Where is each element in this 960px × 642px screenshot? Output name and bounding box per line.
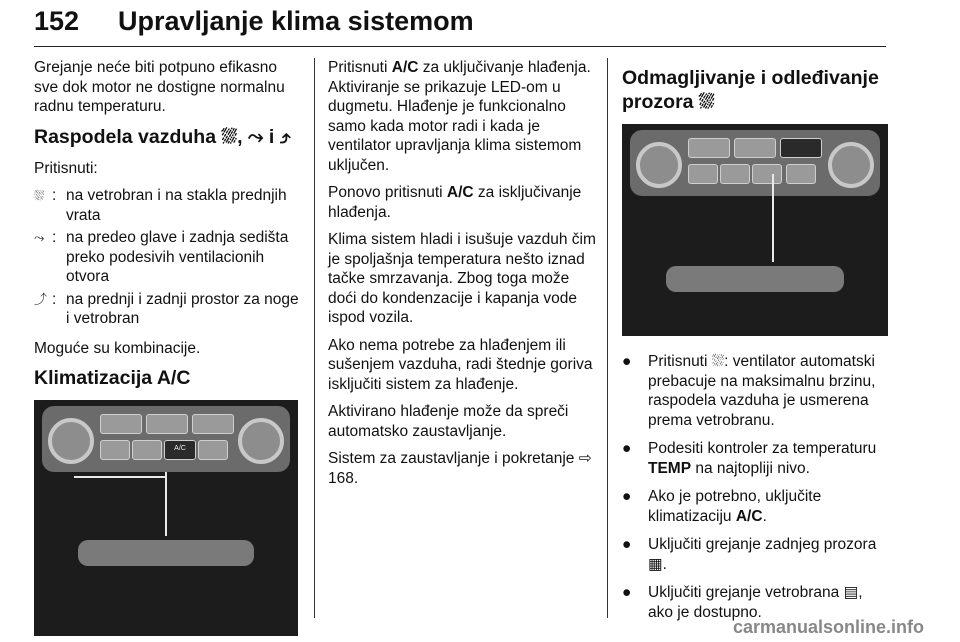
- bullet-dot: ●: [622, 488, 632, 505]
- definition-item: [34, 228, 300, 287]
- panel-button: [192, 414, 234, 434]
- panel-button: [734, 138, 776, 158]
- bullet-dot: ●: [622, 440, 632, 457]
- control-panel: [630, 130, 880, 196]
- head-area-icon: ⤳: [34, 230, 45, 245]
- ac-button: A/C: [164, 440, 196, 460]
- panel-button: [720, 164, 750, 184]
- cooling-paragraph: Klima sistem hladi i isušuje vazduh čim je spoljašnja temperatura nešto iznad tačke smrzavanja. Zbog toga može doći do kondenzacije i kapanja vode ispod vozila.: [328, 231, 596, 326]
- callout-line: [772, 174, 774, 262]
- watermark: carmanualsonline.info: [732, 617, 924, 637]
- definition-item: [34, 186, 300, 225]
- right-knob: [828, 142, 874, 188]
- bullet-dot: ●: [622, 353, 632, 370]
- section-heading-ac: Klimatizacija A/C: [34, 367, 191, 389]
- definition-text: na prednji i zadnji prostor za noge i vetrobran: [66, 290, 299, 327]
- ac-paragraph: Pritisnuti A/C za uključivanje hlađenja. Aktiviranje se prikazuje LED-om u dugmetu. Hlađenje je funkcionalno samo kada motor radi i kada je ventilator upravljanja klima sistemom uključen.: [328, 59, 591, 174]
- callout-line: [165, 472, 167, 536]
- panel-button: [198, 440, 228, 460]
- colon: :: [52, 187, 57, 204]
- definition-text: na vetrobran i na stakla prednjih vrata: [66, 187, 287, 224]
- left-knob: [636, 142, 682, 188]
- panel-button: [688, 164, 718, 184]
- panel-button: [752, 164, 782, 184]
- climate-panel-photo-defrost: [622, 124, 888, 336]
- fuel-saving-paragraph: Ako nema potrebe za hlađenjem ili sušenjem vazduha, radi štednje goriva isključiti sistem za hlađenje.: [328, 336, 593, 393]
- windscreen-icon: ⛆: [34, 188, 45, 203]
- bullet-item: ● Ako je potrebno, uključite klimatizaciju A/C.: [622, 488, 822, 525]
- control-panel: [42, 406, 290, 472]
- panel-button: [146, 414, 188, 434]
- lower-control-strip: [666, 266, 844, 292]
- section-heading-air-distribution: Raspodela vazduha ⛆, ⤳ i ⤴: [34, 125, 291, 148]
- definition-text: na predeo glave i zadnja sedišta preko podesivih ventilacionih otvora: [66, 229, 289, 285]
- column-right: [622, 58, 890, 631]
- defrost-button: [780, 138, 822, 158]
- column-middle: [328, 58, 598, 496]
- autostop-paragraph: Aktivirano hlađenje može da spreči automatsko zaustavljanje.: [328, 403, 569, 440]
- lower-control-strip: [78, 540, 254, 566]
- climate-panel-photo-ac: [34, 400, 298, 636]
- combinations-note: Moguće su kombinacije.: [34, 339, 201, 357]
- bullet-dot: ●: [622, 536, 632, 553]
- panel-button: [132, 440, 162, 460]
- press-label: Pritisnuti:: [34, 159, 98, 177]
- bullet-item: ● Uključiti grejanje zadnjeg prozora ▦.: [622, 536, 877, 573]
- ac-off-paragraph: Ponovo pritisnuti A/C za isključivanje hlađenja.: [328, 184, 582, 221]
- panel-button: [100, 414, 142, 434]
- footwell-icon: ⤴: [34, 291, 48, 307]
- bullet-item: ● Podesiti kontroler za temperaturu TEMP na najtopliji nivo.: [622, 440, 877, 477]
- intro-paragraph: Grejanje neće biti potpuno efikasno sve dok motor ne dostigne normalnu radnu temperaturu.: [34, 59, 285, 115]
- page-header: [34, 2, 886, 47]
- column-divider: [314, 58, 315, 618]
- page-title: Upravljanje klima sistemom: [118, 6, 474, 36]
- definition-item: [34, 290, 300, 329]
- page-number: 152: [34, 6, 80, 36]
- left-knob: [48, 418, 94, 464]
- bullet-item: ● Pritisnuti ⛆: ventilator automatski prebacuje na maksimalnu brzinu, raspodela vazduha je usmerena prema vetrobranu.: [622, 353, 876, 429]
- callout-line: [74, 476, 166, 478]
- stop-start-reference: Sistem za zaustavljanje i pokretanje ⇨ 168.: [328, 450, 592, 487]
- section-heading-demist: Odmagljivanje i odleđivanje prozora ⛆: [622, 67, 879, 113]
- bullet-dot: ●: [622, 584, 632, 601]
- colon: :: [52, 290, 57, 308]
- bullet-item: ● Uključiti grejanje vetrobrana ▤, ako je dostupno.: [622, 584, 863, 621]
- column-divider: [607, 58, 608, 618]
- right-knob: [238, 418, 284, 464]
- colon: :: [52, 229, 57, 246]
- column-left: [34, 58, 300, 636]
- panel-button: [786, 164, 816, 184]
- panel-button: [688, 138, 730, 158]
- panel-button: [100, 440, 130, 460]
